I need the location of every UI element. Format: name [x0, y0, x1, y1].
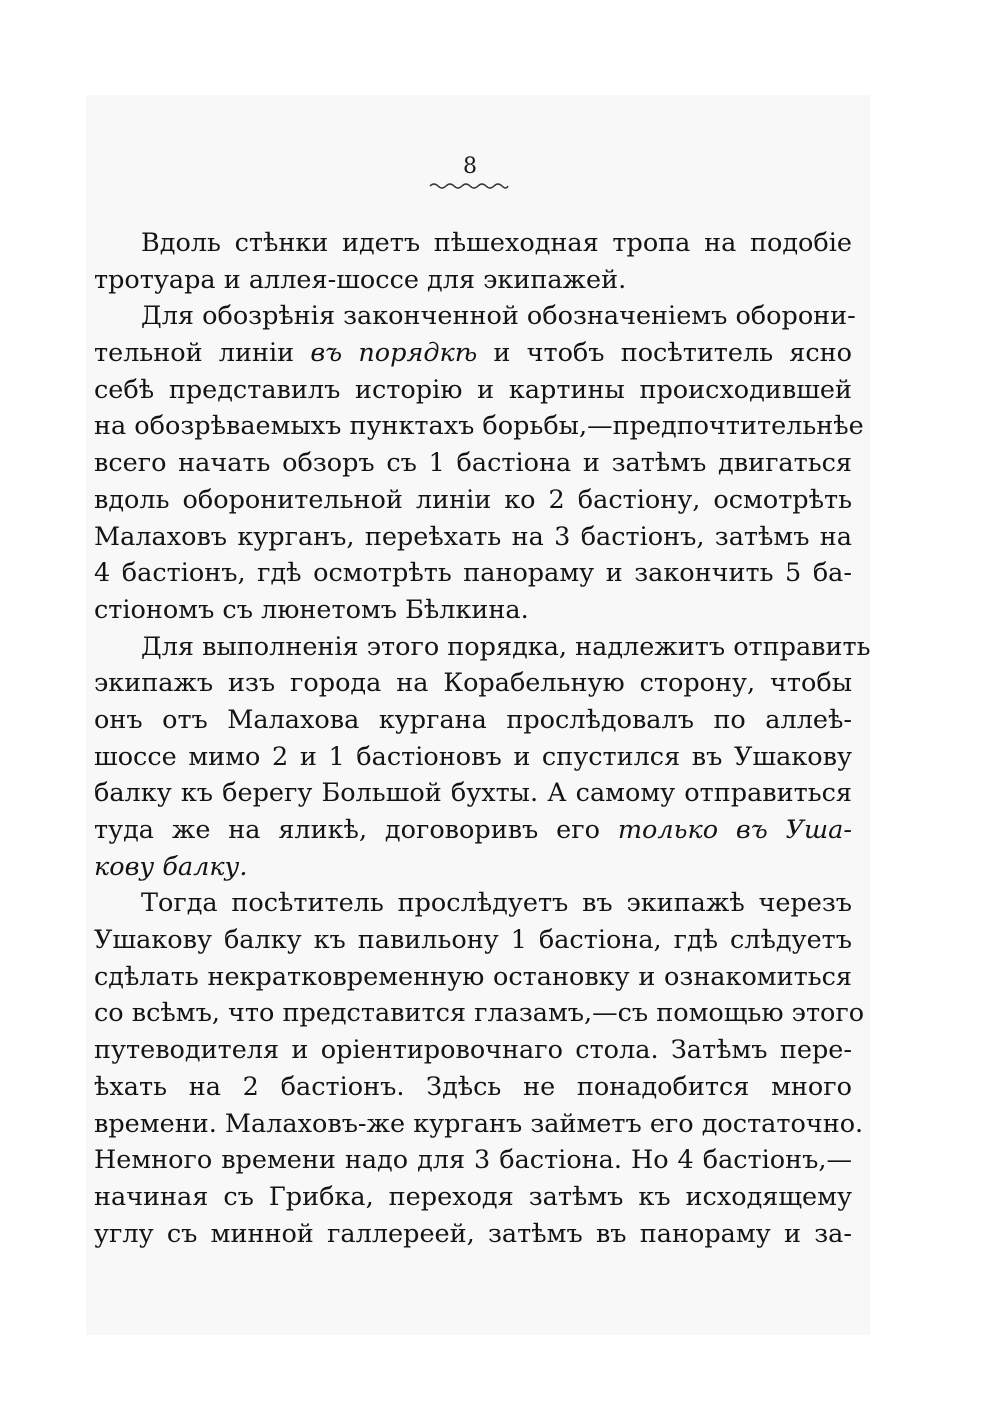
text-run: тельной линіи: [94, 338, 311, 369]
text-line: [94, 629, 871, 666]
text-line: [94, 262, 852, 299]
text-line: [94, 1216, 852, 1253]
text-line: [94, 1142, 852, 1179]
text-run: туда же на яликѣ, договоривъ его: [94, 815, 618, 845]
text-run: времени. Малаховъ-же курганъ займетъ его достаточно.: [94, 1108, 864, 1139]
text-line: [94, 812, 852, 849]
text-line: [94, 482, 852, 519]
text-line: [94, 335, 852, 372]
text-line: [94, 519, 852, 556]
text-line: [94, 445, 852, 482]
text-run: углу съ минной галлереей, затѣмъ въ панораму и за-: [94, 1218, 852, 1249]
text-line: [94, 775, 852, 812]
text-line: [94, 408, 864, 445]
text-run: ѣхать на 2 бастіонъ. Здѣсь не понадобится много: [94, 1071, 852, 1102]
text-run: экипажъ изъ города на Корабельную сторону, чтобы: [94, 668, 852, 699]
text-run: себѣ представилъ исторію и картины происходившей: [94, 374, 852, 405]
italic-text-run: въ порядкѣ: [310, 338, 478, 369]
text-line: [94, 995, 865, 1032]
text-line: [94, 1106, 864, 1143]
text-run: всего начать обзоръ съ 1 бастіона и затѣмъ двигаться: [94, 448, 852, 479]
text-line: [94, 1032, 852, 1069]
text-run: на обозрѣваемыхъ пунктахъ борьбы,—предпочтительнѣе: [94, 411, 864, 442]
text-line: [94, 849, 852, 886]
text-line: [94, 298, 856, 335]
text-run: вдоль оборонительной линіи ко 2 бастіону, осмотрѣть: [94, 484, 852, 515]
text-line: [94, 665, 852, 702]
text-line: [94, 592, 852, 629]
text-run: онъ отъ Малахова кургана прослѣдовалъ по аллеѣ-: [94, 704, 852, 735]
body-text: [94, 225, 871, 1252]
page-number: 8: [463, 154, 477, 179]
text-run: шоссе мимо 2 и 1 бастіоновъ и спустился въ Ушакову: [94, 741, 852, 772]
text-run: Для выполненія этого порядка, надлежитъ отправить: [141, 631, 871, 662]
text-run: Немного времени надо для 3 бастіона. Но 4 бастіонъ,—: [94, 1145, 852, 1176]
text-run: Вдоль стѣнки идетъ пѣшеходная тропа на подобіе: [141, 228, 852, 258]
text-run: сдѣлать некратковременную остановку и ознакомиться: [94, 961, 852, 992]
text-line: [94, 225, 852, 262]
text-run: Для обозрѣнія законченной обозначеніемъ оборони-: [141, 301, 856, 332]
text-run: 4 бастіонъ, гдѣ осмотрѣть панораму и закончить 5 ба-: [94, 558, 852, 589]
text-run: Ушакову балку къ павильону 1 бастіона, гдѣ слѣдуетъ: [94, 925, 852, 956]
text-run: со всѣмъ, что представится глазамъ,—съ помощью этого: [94, 998, 865, 1029]
text-line: [94, 1069, 852, 1106]
text-run: путеводителя и оріентировочнаго стола. Затѣмъ пере-: [94, 1035, 852, 1066]
text-line: [94, 1179, 852, 1216]
text-run: Малаховъ курганъ, переѣхать на 3 бастіонъ, затѣмъ на: [94, 521, 852, 552]
text-run: балку къ берегу Большой бухты. А самому отправиться: [94, 778, 852, 809]
text-run: начиная съ Грибка, переходя затѣмъ къ исходящему: [94, 1181, 852, 1212]
text-run: Тогда посѣтитель прослѣдуетъ въ экипажѣ черезъ: [141, 888, 852, 919]
text-run: тротуара и аллея-шоссе для экипажей.: [94, 264, 627, 295]
text-line: [94, 922, 852, 959]
italic-text-run: только въ Уша-: [617, 815, 853, 845]
italic-text-run: кову балку.: [94, 851, 248, 882]
text-run: стіономъ съ люнетомъ Бѣлкина.: [94, 594, 529, 625]
text-line: [94, 739, 852, 776]
text-line: [94, 555, 852, 592]
wavy-ornament-icon: [428, 180, 510, 192]
text-line: [94, 959, 852, 996]
text-line: [94, 702, 852, 739]
text-line: [94, 885, 852, 922]
text-line: [94, 372, 852, 409]
text-run: и чтобъ посѣтитель ясно: [477, 338, 852, 369]
